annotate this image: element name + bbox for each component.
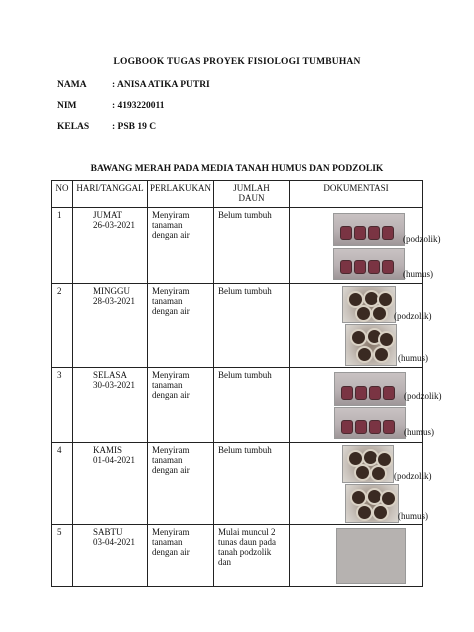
table-row — [52, 443, 423, 525]
cell-no: 5 — [52, 525, 73, 587]
cell-no: 4 — [52, 443, 73, 525]
cell-no: 1 — [52, 208, 73, 284]
cell-treatment: Menyiram tanaman dengan air — [148, 284, 214, 368]
cell-leaves: Belum tumbuh — [214, 208, 290, 284]
table-row — [52, 284, 423, 368]
table-row — [52, 368, 423, 443]
cell-date: SELASA 30-03-2021 — [73, 368, 148, 443]
cell-leaves: Belum tumbuh — [214, 443, 290, 525]
caption-podzolik: (podzolik) — [404, 391, 442, 401]
photo-podzolik — [342, 286, 396, 323]
cell-documentation — [290, 443, 432, 525]
cell-documentation — [290, 208, 441, 284]
cell-documentation — [290, 368, 442, 443]
header-treatment: PERLAKUKAN — [148, 181, 214, 208]
caption-podzolik: (podzolik) — [403, 234, 441, 244]
cell-treatment: Menyiram tanaman dengan air — [148, 208, 214, 284]
table-header-row — [52, 181, 423, 208]
photo-humus — [345, 324, 397, 366]
cell-date: JUMAT 26-03-2021 — [73, 208, 148, 284]
photo-documentation — [336, 528, 406, 584]
cell-treatment: Menyiram tanaman dengan air — [148, 368, 214, 443]
cell-no: 3 — [52, 368, 73, 443]
caption-podzolik: (podzolik) — [394, 471, 432, 481]
header-leaves: JUMLAH DAUN — [214, 181, 290, 208]
photo-podzolik — [333, 213, 405, 246]
field-kelas-value: : PSB 19 C — [112, 122, 157, 132]
cell-documentation — [290, 525, 423, 587]
header-documentation: DOKUMENTASI — [290, 181, 423, 208]
cell-treatment: Menyiram tanaman dengan air — [148, 443, 214, 525]
cell-leaves: Belum tumbuh — [214, 284, 290, 368]
document-title: LOGBOOK TUGAS PROYEK FISIOLOGI TUMBUHAN — [113, 57, 361, 67]
caption-humus: (humus) — [404, 427, 434, 437]
field-kelas-label: KELAS — [57, 122, 90, 132]
photo-humus — [345, 484, 399, 523]
caption-humus: (humus) — [398, 353, 428, 363]
caption-humus: (humus) — [398, 511, 428, 521]
field-nim-label: NIM — [57, 101, 77, 111]
cell-no: 2 — [52, 284, 73, 368]
photo-podzolik — [342, 445, 394, 483]
photo-humus — [333, 248, 405, 280]
field-nama — [57, 80, 210, 90]
cell-date: SABTU 03-04-2021 — [73, 525, 148, 587]
cell-date: KAMIS 01-04-2021 — [73, 443, 148, 525]
table-row — [52, 208, 423, 284]
field-nim — [57, 101, 165, 111]
logbook-table — [51, 180, 442, 587]
cell-leaves: Belum tumbuh — [214, 368, 290, 443]
field-nim-value: : 4193220011 — [112, 101, 165, 111]
cell-leaves: Mulai muncul 2 tunas daun pada tanah podzolik dan — [214, 525, 290, 587]
cell-documentation — [290, 284, 432, 368]
photo-podzolik — [334, 372, 406, 406]
photo-humus — [334, 407, 406, 439]
header-no: NO — [52, 181, 73, 208]
cell-treatment: Menyiram tanaman dengan air — [148, 525, 214, 587]
field-nama-label: NAMA — [57, 80, 87, 90]
caption-podzolik: (podzolik) — [394, 311, 432, 321]
field-kelas — [57, 122, 156, 132]
cell-date: MINGGU 28-03-2021 — [73, 284, 148, 368]
header-date: HARI/TANGGAL — [73, 181, 148, 208]
field-nama-value: : ANISA ATIKA PUTRI — [112, 80, 210, 90]
caption-humus: (humus) — [403, 269, 433, 279]
table-subtitle: BAWANG MERAH PADA MEDIA TANAH HUMUS DAN PODZOLIK — [90, 164, 384, 174]
table-row — [52, 525, 423, 587]
